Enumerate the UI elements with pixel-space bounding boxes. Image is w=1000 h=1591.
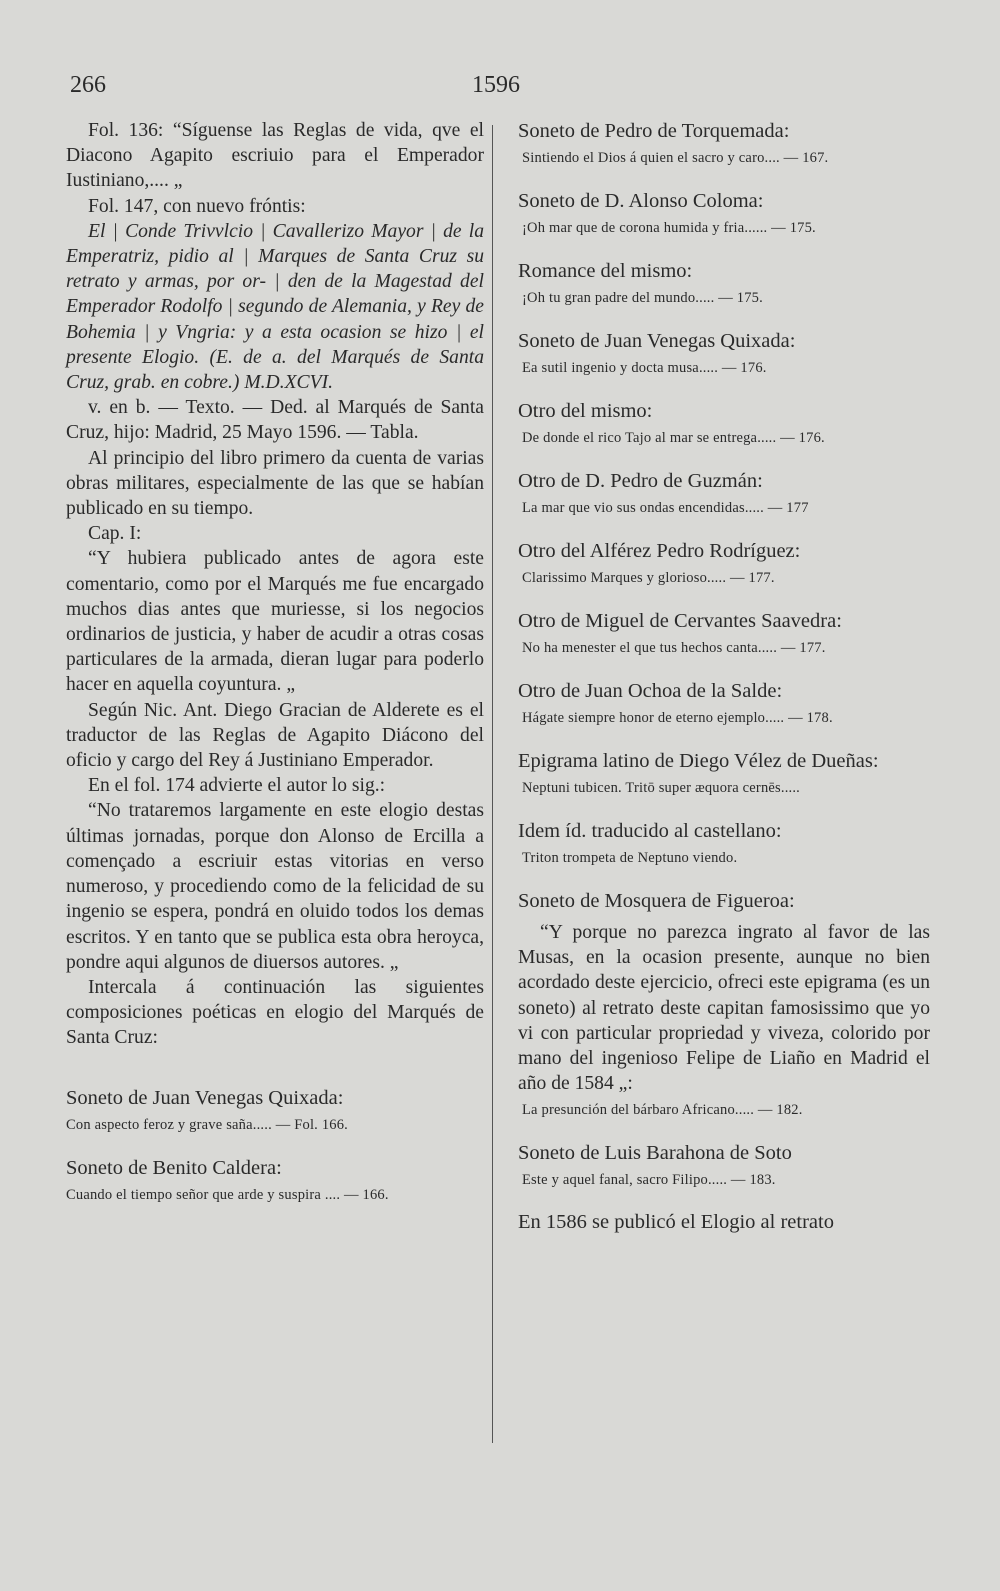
paragraph: En el fol. 174 advierte el autor lo sig.: bbox=[88, 775, 386, 797]
paragraph: “No trataremos largamente en este elogio destas últimas jornadas, porque don Alonso de Ercilla a començado a escriuir estas vitorias en verso numeroso, y procediendo como de la felicidad de su ingenio se espera, pondrá en oluido todos los demas escritos. Y en tanto que se publica esta obra heroyca, pondre aqui algunos de diuersos autores. „ bbox=[66, 800, 484, 973]
poem-entry bbox=[518, 538, 930, 588]
poem-entry bbox=[518, 328, 930, 378]
entry-title: Otro de Juan Ochoa de la Salde: bbox=[518, 680, 783, 702]
entry-title: Idem íd. traducido al castellano: bbox=[518, 820, 782, 842]
entry-title: Otro del Alférez Pedro Rodríguez: bbox=[518, 540, 801, 562]
entry-first-line: La mar que vio sus ondas encendidas..... — 177 bbox=[522, 500, 809, 516]
entry-title: Otro de D. Pedro de Guzmán: bbox=[518, 470, 763, 492]
poem-entry bbox=[518, 678, 930, 728]
entry-title: Soneto de Juan Venegas Quixada: bbox=[66, 1086, 344, 1109]
poem-entry bbox=[518, 118, 930, 168]
entry-first-line: De donde el rico Tajo al mar se entrega..... — 176. bbox=[522, 430, 825, 446]
quote-paragraph: “Y porque no parezca ingrato al favor de las Musas, en la ocasion presente, aunque no bien acordado deste ejercicio, ofreci este epigrama (es un soneto) al retrato deste capitan famosissimo que yo vi con particular propriedad y viveza, colorido por mano del ingenioso Felipe de Liaño en Madrid el año de 1584 „: bbox=[518, 922, 930, 1095]
entry-title: Otro del mismo: bbox=[518, 400, 653, 422]
poem-entry bbox=[66, 1155, 484, 1205]
entry-first-line: La presunción del bárbaro Africano..... — 182. bbox=[522, 1102, 803, 1119]
paragraph: El | Conde Trivvlcio | Cavallerizo Mayor | de la Emperatriz, pidio al | Marques de Santa Cruz su retrato y armas, por or- | den de la Magestad del Emperador Rodolfo | segundo de Alemania, y Rey de Bohemia | y Vngria: y a esta ocasion se hizo | el presente Elogio. (E. de a. del Marqués de Santa Cruz, grab. en cobre.) M.D.XCVI. bbox=[66, 220, 484, 394]
entry-first-line: Sintiendo el Dios á quien el sacro y caro.... — 167. bbox=[522, 150, 829, 166]
entry-first-line: ¡Oh mar que de corona humida y fria...... — 175. bbox=[522, 220, 816, 236]
page-header bbox=[70, 72, 530, 112]
entry-first-line: Clarissimo Marques y glorioso..... — 177. bbox=[522, 570, 775, 586]
poem-entry bbox=[518, 188, 930, 238]
entry-first-line: Con aspecto feroz y grave saña..... — Fol. 166. bbox=[66, 1116, 349, 1133]
entry-title: Soneto de D. Alonso Coloma: bbox=[518, 190, 764, 212]
poem-entry bbox=[66, 1085, 484, 1135]
entry-first-line: No ha menester el que tus hechos canta..... — 177. bbox=[522, 640, 826, 656]
poem-entry bbox=[518, 748, 930, 798]
paragraph: Cap. I: bbox=[88, 523, 142, 545]
entry-first-line: ¡Oh tu gran padre del mundo..... — 175. bbox=[522, 290, 763, 306]
entry-title: Romance del mismo: bbox=[518, 260, 693, 282]
entry-title: Soneto de Pedro de Torquemada: bbox=[518, 120, 790, 142]
column-divider bbox=[492, 125, 493, 1443]
entry-title: Soneto de Luis Barahona de Soto bbox=[518, 1142, 792, 1165]
entry-title: Soneto de Juan Venegas Quixada: bbox=[518, 330, 796, 352]
right-column bbox=[518, 118, 930, 1236]
final-line: En 1586 se publicó el Elogio al retrato bbox=[518, 1211, 834, 1234]
paragraph: Según Nic. Ant. Diego Gracian de Alderete es el traductor de las Reglas de Agapito Diácono del oficio y cargo del Rey á Justiniano Emperador. bbox=[66, 699, 484, 772]
paragraph: Al principio del libro primero da cuenta de varias obras militares, especialmente de las que se habían publicado en su tiempo. bbox=[66, 447, 484, 520]
entry-title: Soneto de Mosquera de Figueroa: bbox=[518, 890, 795, 912]
paragraph: Fol. 147, con nuevo fróntis: bbox=[88, 195, 306, 217]
paragraph: Fol. 136: “Síguense las Reglas de vida, qve el Diacono Agapito escriuio para el Emperador Iustiniano,.... „ bbox=[66, 120, 484, 192]
entry-title: Epigrama latino de Diego Vélez de Dueñas: bbox=[518, 750, 879, 772]
entry-first-line: Este y aquel fanal, sacro Filipo..... — 183. bbox=[522, 1172, 776, 1189]
poem-entry bbox=[518, 398, 930, 448]
entry-title: Soneto de Benito Caldera: bbox=[66, 1156, 282, 1179]
entry-first-line: Triton trompeta de Neptuno viendo. bbox=[522, 850, 738, 866]
entry-first-line: Cuando el tiempo señor que arde y suspira .... — 166. bbox=[66, 1186, 389, 1203]
entry-first-line: Hágate siempre honor de eterno ejemplo..... — 178. bbox=[522, 710, 833, 726]
left-column bbox=[66, 118, 484, 1225]
poem-entry bbox=[518, 888, 930, 914]
paragraph: v. en b. — Texto. — Ded. al Marqués de Santa Cruz, hijo: Madrid, 25 Mayo 1596. — Tabla. bbox=[66, 397, 484, 444]
entry-first-line: Ea sutil ingenio y docta musa..... — 176. bbox=[522, 360, 767, 376]
entry-first-line: Neptuni tubicen. Tritō super æquora cernēs..... bbox=[522, 780, 801, 796]
header-year: 1596 bbox=[472, 72, 520, 98]
paragraph: “Y hubiera publicado antes de agora este comentario, como por el Marqués me fue encargado muchos dias antes que muriesse, si los negocios ordinarios de justicia, y haber de acudir a otras cosas particulares de la armada, dieran lugar para poderlo hacer en aquella coyuntura. „ bbox=[66, 548, 484, 696]
poem-entry bbox=[518, 1100, 930, 1120]
poem-entry bbox=[518, 818, 930, 868]
paragraph: Intercala á continuación las siguientes composiciones poéticas en elogio del Marqués de Santa Cruz: bbox=[66, 976, 484, 1049]
poem-entry bbox=[518, 258, 930, 308]
poem-entry bbox=[518, 468, 930, 518]
page-number: 266 bbox=[70, 72, 106, 98]
entry-title: Otro de Miguel de Cervantes Saavedra: bbox=[518, 610, 842, 632]
poem-entry bbox=[518, 608, 930, 658]
spacer bbox=[66, 1051, 484, 1085]
poem-entry bbox=[518, 1140, 930, 1190]
